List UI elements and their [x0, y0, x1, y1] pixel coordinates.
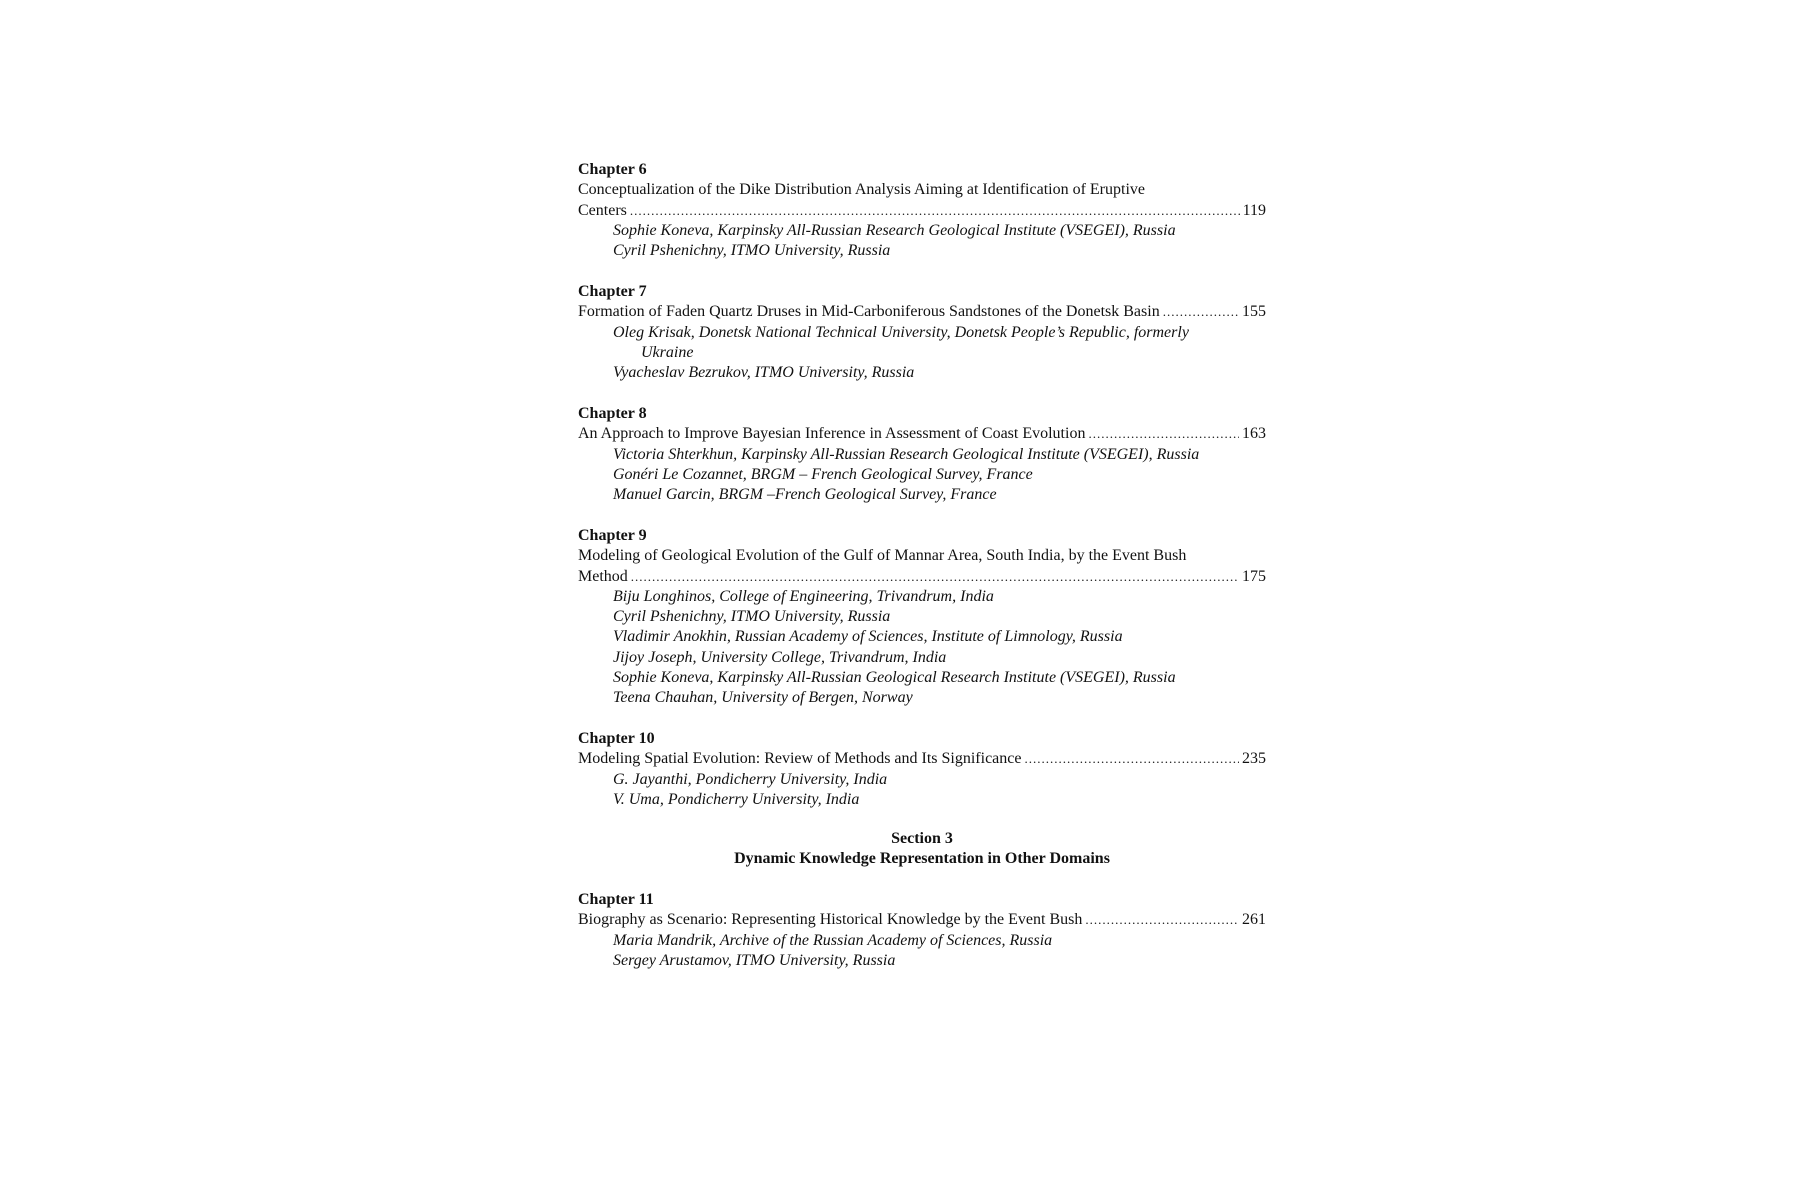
chapter-title-row [578, 749, 1266, 769]
chapter-title-line: Formation of Faden Quartz Druses in Mid-Carboniferous Sandstones of the Donetsk Basin [578, 303, 1160, 321]
dot-leader [631, 567, 1239, 587]
section-heading [578, 829, 1266, 870]
chapter-title-row [578, 424, 1266, 444]
chapter-title-row [578, 910, 1266, 930]
toc-entry-chapter-6 [578, 160, 1266, 261]
author-line: Teena Chauhan, University of Bergen, Norway [613, 689, 913, 707]
dot-leader [630, 201, 1240, 221]
chapter-title-line: An Approach to Improve Bayesian Inference in Assessment of Coast Evolution [578, 425, 1086, 443]
author-line: Cyril Pshenichny, ITMO University, Russia [613, 242, 891, 260]
author-line: Sophie Koneva, Karpinsky All-Russian Research Geological Institute (VSEGEI), Russia [613, 221, 1176, 239]
chapter-label: Chapter 11 [578, 890, 654, 908]
chapter-title-line: Conceptualization of the Dike Distribution Analysis Aiming at Identification of Eruptive [578, 181, 1145, 199]
chapter-title-row [578, 567, 1266, 587]
author-line: Maria Mandrik, Archive of the Russian Academy of Sciences, Russia [613, 931, 1053, 949]
author-line: Sophie Koneva, Karpinsky All-Russian Geological Research Institute (VSEGEI), Russia [613, 669, 1176, 687]
chapter-title-row [578, 201, 1266, 221]
page-number: 163 [1242, 425, 1266, 443]
toc-entry-chapter-8 [578, 404, 1266, 505]
author-line: Vyacheslav Bezrukov, ITMO University, Russia [613, 364, 915, 382]
page-number: 235 [1242, 750, 1266, 768]
toc-entry-chapter-11 [578, 890, 1266, 971]
chapter-title-line: Centers [578, 201, 627, 219]
page-number: 175 [1242, 567, 1266, 585]
chapter-title-line: Biography as Scenario: Representing Historical Knowledge by the Event Bush [578, 911, 1083, 929]
author-text-continued: Ukraine [641, 343, 694, 361]
section-title: Dynamic Knowledge Representation in Other Domains [734, 850, 1110, 868]
chapter-label: Chapter 10 [578, 730, 655, 748]
chapter-title-row [578, 302, 1266, 322]
dot-leader [1024, 749, 1239, 769]
chapter-label: Chapter 8 [578, 404, 647, 422]
author-line: Cyril Pshenichny, ITMO University, Russia [613, 608, 891, 626]
author-line: Biju Longhinos, College of Engineering, Trivandrum, India [613, 587, 994, 605]
section-label: Section 3 [891, 829, 953, 847]
author-line: Victoria Shterkhun, Karpinsky All-Russian Research Geological Institute (VSEGEI), Russia [613, 445, 1200, 463]
chapter-label: Chapter 9 [578, 526, 647, 544]
page-number: 261 [1242, 911, 1266, 929]
page-number: 155 [1242, 303, 1266, 321]
author-line: Jijoy Joseph, University College, Trivandrum, India [613, 648, 947, 666]
toc-entry-chapter-9 [578, 526, 1266, 709]
author-line: Manuel Garcin, BRGM –French Geological Survey, France [613, 486, 997, 504]
author-line: Vladimir Anokhin, Russian Academy of Sciences, Institute of Limnology, Russia [613, 628, 1123, 646]
author-line: G. Jayanthi, Pondicherry University, India [613, 770, 888, 788]
dot-leader [1163, 302, 1239, 322]
chapter-title-line: Method [578, 567, 628, 585]
author-line: Gonéri Le Cozannet, BRGM – French Geological Survey, France [613, 465, 1033, 483]
author-text: Oleg Krisak, Donetsk National Technical University, Donetsk People’s Republic, formerly [613, 323, 1189, 341]
author-line: V. Uma, Pondicherry University, India [613, 791, 860, 809]
dot-leader [1088, 424, 1239, 444]
table-of-contents [578, 160, 1266, 992]
dot-leader [1085, 910, 1239, 930]
chapter-title-line: Modeling of Geological Evolution of the Gulf of Mannar Area, South India, by the Event Bush [578, 547, 1187, 565]
page-number: 119 [1242, 201, 1266, 219]
chapter-title-line: Modeling Spatial Evolution: Review of Methods and Its Significance [578, 750, 1022, 768]
toc-entry-chapter-7 [578, 282, 1266, 383]
chapter-label: Chapter 7 [578, 282, 647, 300]
author-line [578, 323, 1266, 364]
chapter-label: Chapter 6 [578, 161, 647, 178]
toc-entry-chapter-10 [578, 729, 1266, 810]
author-line: Sergey Arustamov, ITMO University, Russia [613, 951, 896, 969]
